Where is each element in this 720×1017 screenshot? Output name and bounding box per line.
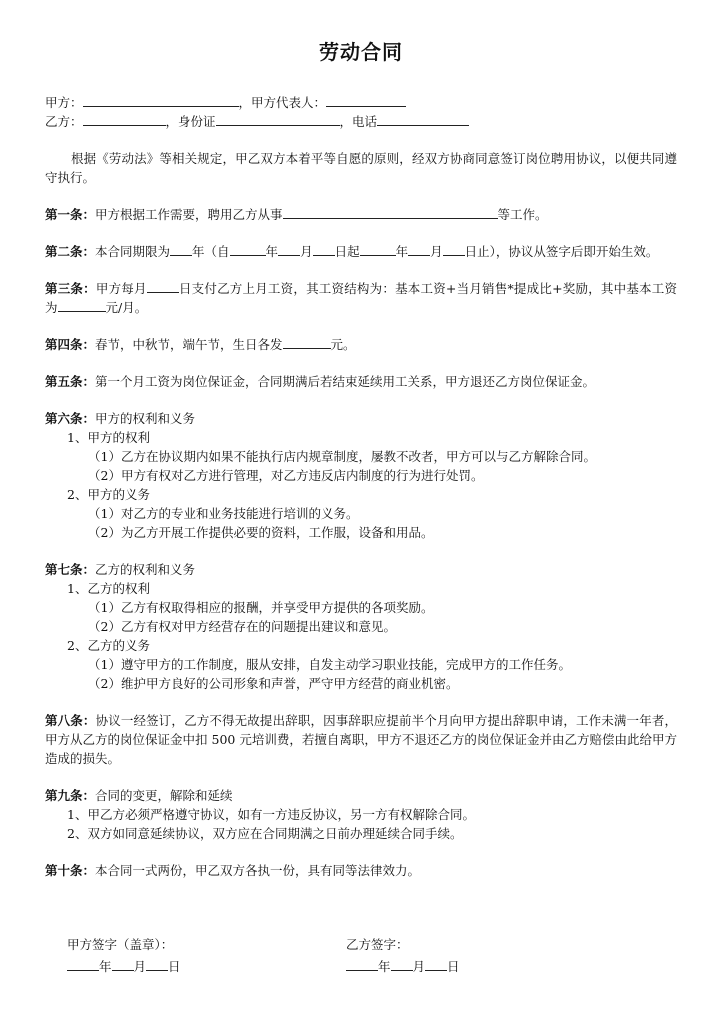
start-year-blank[interactable]: [230, 242, 266, 256]
party-b-signature-label: 乙方签字：: [346, 937, 409, 952]
sign-year-blank[interactable]: [346, 957, 378, 971]
article-text: 月: [430, 244, 443, 259]
party-a-rep-blank[interactable]: [326, 93, 406, 107]
article-label: 第三条：: [45, 281, 96, 296]
article-text: 甲方的权利和义务: [95, 411, 196, 426]
list-item: 2、双方如同意延续协议，双方应在合同期满之日前办理延续合同手续。: [67, 826, 463, 841]
article-7: [45, 560, 677, 693]
end-month-blank[interactable]: [408, 242, 430, 256]
party-a-signature-block: [67, 934, 181, 978]
sign-day-blank[interactable]: [146, 957, 168, 971]
sign-day-blank[interactable]: [425, 957, 447, 971]
sign-month-blank[interactable]: [391, 957, 413, 971]
article-label: 第六条：: [45, 411, 96, 426]
article-text: 第一个月工资为岗位保证金，合同期满后若结束延续用工关系，甲方退还乙方岗位保证金。: [95, 374, 596, 389]
phone-label: ，电话: [339, 114, 378, 129]
article-2: [45, 242, 677, 261]
job-blank[interactable]: [283, 205, 498, 219]
sign-month-blank[interactable]: [112, 957, 134, 971]
article-text: 乙方的权利和义务: [95, 562, 196, 577]
day-label: 日: [168, 959, 181, 974]
party-a-line: [45, 93, 677, 112]
article-text: 本合同期限为: [95, 244, 171, 259]
article-label: 第一条：: [45, 207, 96, 222]
party-b-label: 乙方：: [45, 114, 83, 129]
article-text: 日止），协议从签字后即开始生效。: [464, 244, 659, 259]
article-8: [45, 711, 677, 768]
article-label: 第十条：: [45, 863, 96, 878]
month-label: 月: [133, 959, 147, 974]
subsection-heading: 1、乙方的权利: [67, 581, 150, 596]
phone-blank[interactable]: [377, 112, 469, 126]
article-label: 第九条：: [45, 788, 96, 803]
start-month-blank[interactable]: [278, 242, 300, 256]
article-text: 协议一经签订，乙方不得无故提出辞职，因事辞职应提前半个月向甲方提出辞职申请，工作未满一年者，甲方从乙方的岗位保证金中扣 500 元培训费，若擅自离职，甲方不退还乙方的岗位保证金并由乙方赔偿由此给甲方造成的损失。: [45, 713, 677, 766]
intro-paragraph: 根据《劳动法》等相关规定，甲乙双方本着平等自愿的原则，经双方协商同意签订岗位聘用协议，以便共同遵守执行。: [45, 151, 677, 185]
list-item: （2）甲方有权对乙方进行管理，对乙方违反店内制度的行为进行处罚。: [88, 468, 484, 483]
list-item: （1）乙方有权取得相应的报酬，并享受甲方提供的各项奖励。: [88, 600, 434, 615]
subsection-heading: 1、甲方的权利: [67, 430, 150, 445]
article-6: [45, 409, 677, 542]
article-label: 第二条：: [45, 244, 96, 259]
article-text: 日支付乙方上月工资，其工资结构为：基本工资+当月销售*提成比+奖励，其中基本工资为: [45, 281, 677, 315]
month-label: 月: [412, 959, 426, 974]
article-1: [45, 205, 677, 224]
party-a-rep-label: ，甲方代表人：: [238, 95, 327, 110]
party-a-label: 甲方：: [45, 95, 83, 110]
sign-year-blank[interactable]: [67, 957, 99, 971]
article-label: 第四条：: [45, 337, 96, 352]
party-a-blank[interactable]: [83, 93, 239, 107]
article-label: 第八条：: [45, 713, 96, 728]
article-text: 年（自: [192, 244, 230, 259]
party-a-signature-label: 甲方签字（盖章）：: [67, 937, 174, 952]
base-salary-blank[interactable]: [58, 298, 106, 312]
article-10: [45, 861, 677, 880]
day-label: 日: [447, 959, 460, 974]
id-card-blank[interactable]: [216, 112, 340, 126]
article-text: 等工作。: [497, 207, 548, 222]
article-text: 春节，中秋节，端午节，生日各发: [95, 337, 283, 352]
party-b-signature-block: [346, 934, 460, 978]
article-label: 第七条：: [45, 562, 96, 577]
article-label: 第五条：: [45, 374, 96, 389]
list-item: （1）对乙方的专业和业务技能进行培训的义务。: [88, 506, 359, 521]
bonus-blank[interactable]: [283, 335, 331, 349]
list-item: （1）遵守甲方的工作制度，服从安排，自发主动学习职业技能，完成甲方的工作任务。: [88, 657, 571, 672]
article-text: 日起: [334, 244, 360, 259]
list-item: （1）乙方在协议期内如果不能执行店内规章制度，屡教不改者，甲方可以与乙方解除合同。: [88, 449, 596, 464]
article-text: 年: [265, 244, 279, 259]
contract-page: [45, 38, 677, 880]
id-card-label: ，身份证: [165, 114, 216, 129]
article-text: 甲方根据工作需要，聘用乙方从事: [95, 207, 283, 222]
year-label: 年: [378, 959, 391, 974]
term-years-blank[interactable]: [170, 242, 192, 256]
document-title: 劳动合同: [319, 40, 403, 64]
article-text: 月: [300, 244, 313, 259]
list-item: （2）维护甲方良好的公司形象和声誉，严守甲方经营的商业机密。: [88, 676, 459, 691]
start-day-blank[interactable]: [313, 242, 335, 256]
party-b-line: [45, 112, 677, 131]
article-3: [45, 279, 677, 317]
pay-day-blank[interactable]: [147, 279, 179, 293]
end-year-blank[interactable]: [360, 242, 396, 256]
article-text: 元/月。: [105, 300, 148, 315]
article-text: 合同的变更，解除和延续: [95, 788, 233, 803]
article-text: 甲方每月: [95, 281, 147, 296]
list-item: 1、甲乙方必须严格遵守协议，如有一方违反协议，另一方有权解除合同。: [67, 807, 475, 822]
article-9: [45, 786, 677, 843]
party-b-blank[interactable]: [83, 112, 166, 126]
subsection-heading: 2、甲方的义务: [67, 487, 150, 502]
subsection-heading: 2、乙方的义务: [67, 638, 150, 653]
list-item: （2）乙方有权对甲方经营存在的问题提出建议和意见。: [88, 619, 396, 634]
end-day-blank[interactable]: [443, 242, 465, 256]
list-item: （2）为乙方开展工作提供必要的资料，工作服，设备和用品。: [88, 525, 434, 540]
article-text: 年: [395, 244, 409, 259]
article-text: 本合同一式两份，甲乙双方各执一份，具有同等法律效力。: [95, 863, 421, 878]
year-label: 年: [99, 959, 112, 974]
article-text: 元。: [330, 337, 356, 352]
article-5: [45, 372, 677, 391]
article-4: [45, 335, 677, 354]
